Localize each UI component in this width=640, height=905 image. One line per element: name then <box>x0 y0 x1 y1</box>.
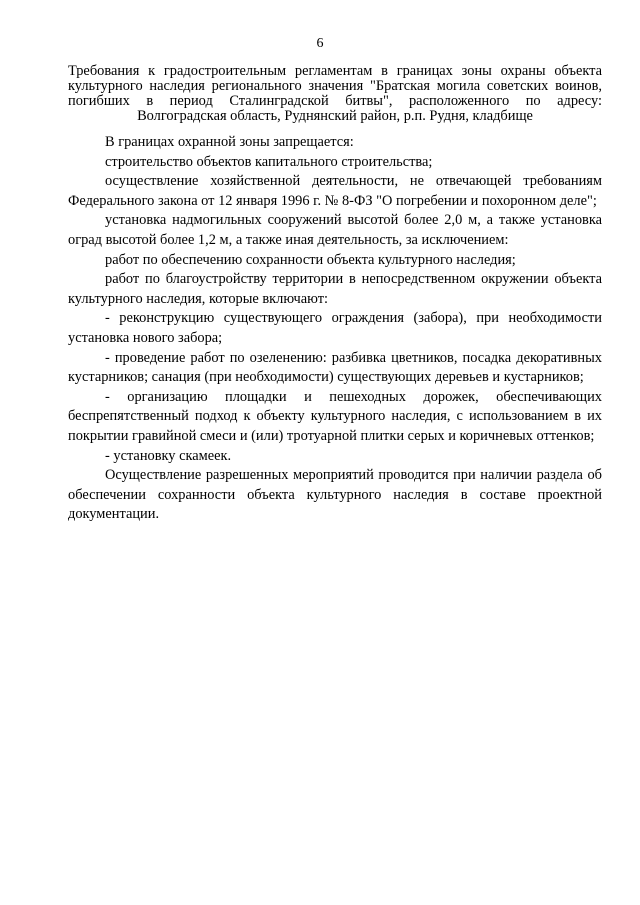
list-item-greening: - проведение работ по озеленению: разбивка цветников, посадка декоративных кустарников; санация (при необходимости) существующих деревьев и кустарников; <box>68 349 602 386</box>
heading-line-3: погибших в период Сталинградской битвы", расположенного по адресу: <box>68 94 602 109</box>
paragraph-landscaping-works: работ по благоустройству территории в непосредственном окружении объекта культурного наследия, которые включают: <box>68 271 602 307</box>
paragraph-permitted-activities: Осуществление разрешенных мероприятий проводится при наличии раздела об обеспечении сохранности объекта культурного наследия в составе проектной документации. <box>68 467 602 523</box>
document-heading <box>68 64 602 124</box>
page-number: 6 <box>316 36 324 51</box>
paragraph-prohibitions-intro: В границах охранной зоны запрещается: <box>105 134 354 150</box>
heading-line-4: Волгоградская область, Руднянский район, р.п. Рудня, кладбище <box>137 109 533 124</box>
heading-line-1: Требования к градостроительным регламентам в границах зоны охраны объекта <box>68 64 602 79</box>
paragraph-economic-activity: осуществление хозяйственной деятельности, не отвечающей требованиям Федерального закона от 12 января 1996 г. № 8-ФЗ "О погребении и похоронном деле"; <box>68 173 602 209</box>
document-body <box>68 133 602 525</box>
list-item-fence-reconstruction: - реконструкцию существующего ограждения (забора), при необходимости установка нового забора; <box>68 310 602 346</box>
heading-line-2: культурного наследия регионального значения "Братская могила советских воинов, <box>68 79 602 94</box>
list-item-paths: - организацию площадки и пешеходных дорожек, обеспечивающих беспрепятственный подход к объекту культурного наследия, с использованием в их покрытии гравийной смеси и (или) тротуарной плитки серых и коричневых оттенков; <box>68 388 602 444</box>
paragraph-capital-construction: строительство объектов капитального строительства; <box>105 153 433 170</box>
paragraph-tombstone-installation: установка надмогильных сооружений высотой более 2,0 м, а также установка оград высотой более 1,2 м, а также иная деятельность, за исключением: <box>68 212 602 248</box>
paragraph-preservation-works: работ по обеспечению сохранности объекта культурного наследия; <box>105 251 516 268</box>
list-item-benches: - установку скамеек. <box>105 447 232 464</box>
